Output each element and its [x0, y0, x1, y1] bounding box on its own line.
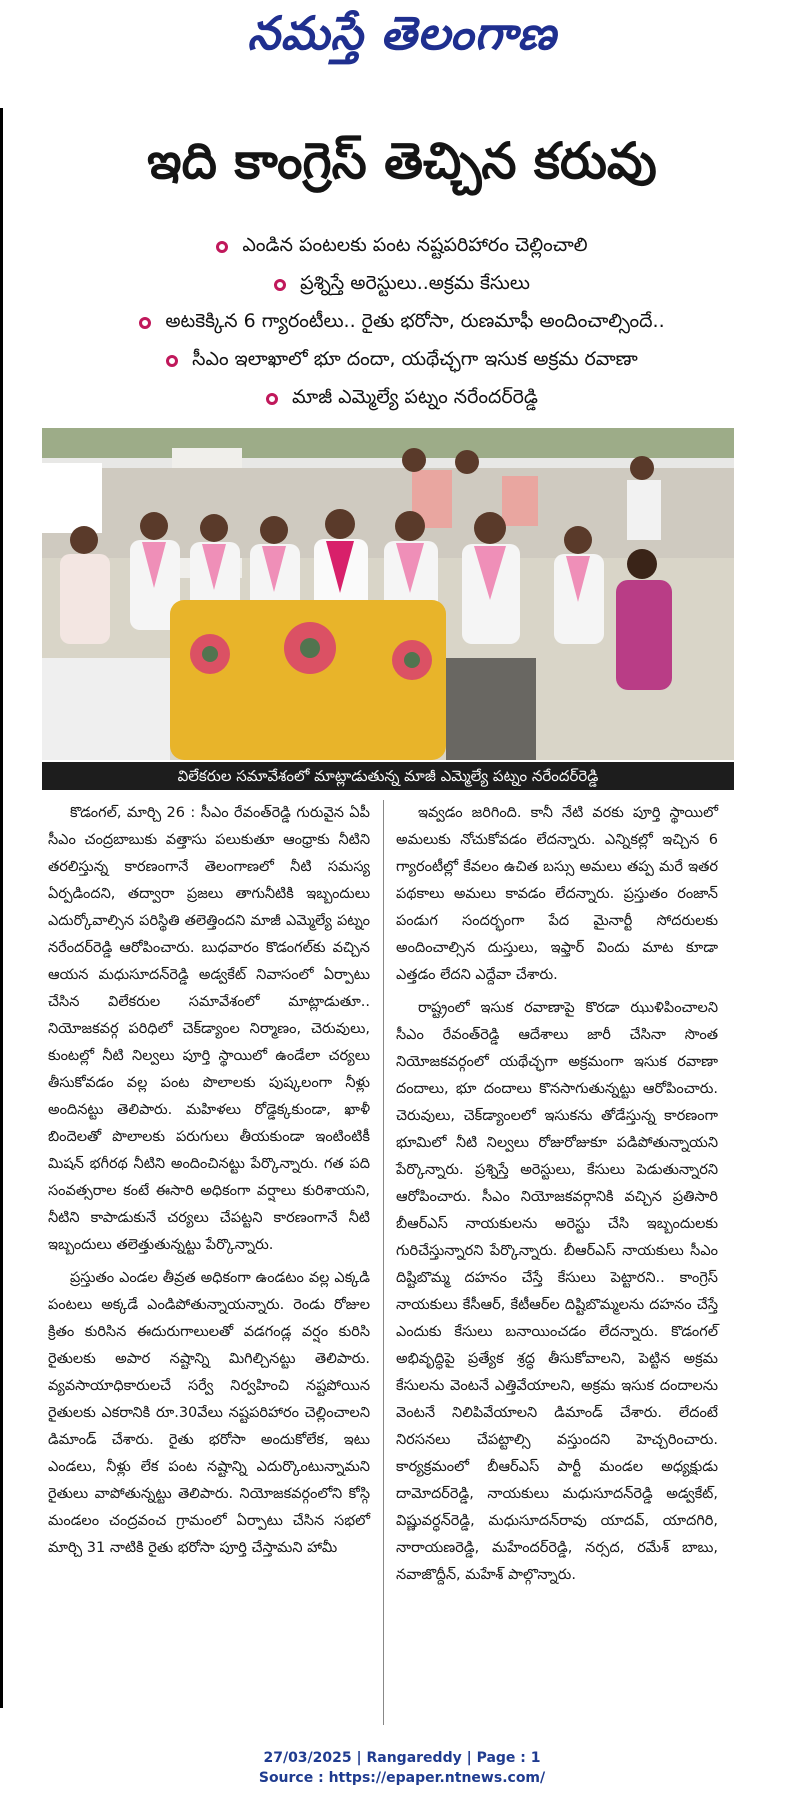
bullet-item: సీఎం ఇలాఖాలో భూ దందా, యథేచ్ఛగా ఇసుక అక్రమ రవాణా [0, 342, 804, 380]
bullet-ring-icon [139, 317, 151, 329]
bullet-ring-icon [266, 393, 278, 405]
page-footer [0, 1748, 804, 1788]
column-divider [383, 800, 384, 1725]
article-column-right [396, 800, 718, 1595]
article-headline [0, 132, 804, 203]
headline-text: ఇది కాంగ్రెస్ తెచ్చిన కరువు [147, 132, 657, 190]
bullet-ring-icon [274, 279, 286, 291]
bullet-ring-icon [216, 241, 228, 253]
subheading-bullets [0, 228, 804, 418]
bullet-item: అటకెక్కిన 6 గ్యారంటీలు.. రైతు భరోసా, రుణమాఫీ అందించాల్సిందే.. [0, 304, 804, 342]
press-meet-photo [42, 428, 734, 760]
article-paragraph: రాష్ట్రంలో ఇసుక రవాణాపై కొరడా ఝుళిపించాలని సీఎం రేవంత్‌రెడ్డి ఆదేశాలు జారీ చేసినా సొంత నియోజకవర్గంలో యథేచ్ఛగా అక్రమంగా ఇసుక రవాణా దందాలు, భూ దందాలు కొనసాగుతున్నట్టు ఆరోపించారు. చెరువులు, చెక్‌డ్యాంలలో ఇసుకను తోడేస్తున్న కారణంగా భూమిలో నీటి నిల్వలు రోజురోజుకూ పడిపోతున్నాయని పేర్కొన్నారు. ప్రశ్నిస్తే అరెస్టులు, కేసులు పెడుతున్నారని ఆరోపించారు. సీఎం నియోజకవర్గానికి వచ్చిన ప్రతిసారి బీఆర్‌ఎస్ నాయకులను అరెస్టు చేసి ఇబ్బందులకు గురిచేస్తున్నారని పేర్కొన్నారు. బీఆర్‌ఎస్ నాయకులు సీఎం దిష్టిబొమ్మ దహనం చేస్తే కేసులు పెట్టారని.. కాంగ్రెస్ నాయకులు కేసీఆర్, కేటీఆర్‌ల దిష్టిబొమ్మలను దహనం చేస్తే ఎందుకు కేసులు బనాయించడం లేదన్నారు. కొడంగల్ అభివృద్ధిపై ప్రత్యేక శ్రద్ధ తీసుకోవాలని, పెట్టిన అక్రమ కేసులను వెంటనే ఎత్తివేయాలని, అక్రమ ఇసుక దందాలను వెంటనే నిలిపివేయాలని డిమాండ్ చేశారు. లేదంటే నిరసనలు చేపట్టాల్సి వస్తుందని హెచ్చరించారు. కార్యక్రమంలో బీఆర్‌ఎస్ పార్టీ మండల అధ్యక్షుడు దామోదర్‌రెడ్డి, నాయకులు మధుసూదన్‌రెడ్డి అడ్వకేట్, విష్ణువర్ధన్‌రెడ్డి, మధుసూదన్‌రావు యాదవ్, యాదగిరి, నారాయణరెడ్డి, మహేందర్‌రెడ్డి, నర్సద, రమేశ్ బాబు, నవాజొద్దీన్, మహేశ్ పాల్గొన్నారు. [396, 1000, 718, 1583]
press-meet-illustration [42, 428, 734, 760]
footer-source-link[interactable]: Source : https://epaper.ntnews.com/ [258, 1770, 546, 1786]
article-column-left [48, 800, 370, 1568]
newspaper-title: నమస్తే తెలంగాణ [247, 6, 557, 60]
masthead [0, 6, 804, 72]
photo-caption: విలేకరుల సమావేశంలో మాట్లాడుతున్న మాజీ ఎమ్మెల్యే పట్నం నరేందర్‌రెడ్డి [42, 762, 734, 790]
bullet-item: ఎండిన పంటలకు పంట నష్టపరిహారం చెల్లించాలి [0, 228, 804, 266]
bullet-item: మాజీ ఎమ్మెల్యే పట్నం నరేందర్‌రెడ్డి [0, 380, 804, 418]
bullet-ring-icon [166, 355, 178, 367]
bullet-item: ప్రశ్నిస్తే అరెస్టులు..అక్రమ కేసులు [0, 266, 804, 304]
article-paragraph: ఇవ్వడం జరిగింది. కానీ నేటి వరకు పూర్తి స్థాయిలో అమలుకు నోచుకోవడం లేదన్నారు. ఎన్నికల్లో ఇచ్చిన 6 గ్యారంటీల్లో కేవలం ఉచిత బస్సు అమలు తప్ప మరే ఇతర పథకాలు అమలు కావడం లేదన్నారు. ప్రస్తుతం రంజాన్ పండుగ సందర్భంగా పేద మైనార్టీ సోదరులకు అందించాల్సిన దుస్తులు, ఇఫ్తార్ విందు మాట కూడా ఎత్తడం లేదని ఎద్దేవా చేశారు. [396, 805, 718, 983]
article-paragraph: కొడంగల్, మార్చి 26 : సీఎం రేవంత్‌రెడ్డి గురువైన ఏపీ సీఎం చంద్రబాబుకు వత్తాసు పలుకుతూ ఆంధ్రాకు నీటిని తరలిస్తున్న కారణంగానే తెలంగాణలో నీటి సమస్య ఏర్పడిందని, తద్వారా ప్రజలు తాగునీటికి ఇబ్బందులు ఎదుర్కోవాల్సిన పరిస్థితి తలెత్తిందని మాజీ ఎమ్మెల్యే పట్నం నరేందర్‌రెడ్డి ఆరోపించారు. బుధవారం కొడంగల్‌కు వచ్చిన ఆయన మధుసూదన్‌రెడ్డి అడ్వకేట్ నివాసంలో ఏర్పాటు చేసిన విలేకరుల సమావేశంలో మాట్లాడుతూ.. నియోజకవర్గ పరిధిలో చెక్‌డ్యాంల నిర్మాణం, చెరువులు, కుంటల్లో నీటి నిల్వలు పూర్తి స్థాయిలో ఉండేలా చర్యలు తీసుకోవడం వల్ల పంట పొలాలకు పుష్కలంగా నీళ్లు అందినట్టు తెలిపారు. మహిళలు రోడ్డెక్కకుండా, ఖాళీ బిందెలతో పొలాలకు పరుగులు తీయకుండా ఇంటింటికీ మిషన్ భగీరథ నీటిని అందించినట్టు పేర్కొన్నారు. గత పది సంవత్సరాల కంటే ఈసారి అధికంగా వర్షాలు కురిశాయని, నీటిని కాపాడుకునే చర్యలు చేపట్టని కారణంగానే నీటి ఇబ్బందులు తలెత్తుతున్నట్టు పేర్కొన్నారు. [48, 805, 370, 1253]
article-paragraph: ప్రస్తుతం ఎండల తీవ్రత అధికంగా ఉండటం వల్ల ఎక్కడి పంటలు అక్కడే ఎండిపోతున్నాయన్నారు. రెండు రోజుల క్రితం కురిసిన ఈదురుగాలులతో వడగండ్ల వర్షం కురిసి రైతులకు అపార నష్టాన్ని మిగిల్చినట్టు తెలిపారు. వ్యవసాయాధికారులచే సర్వే నిర్వహించి నష్టపోయిన రైతులకు ఎకరానికి రూ.30వేలు నష్టపరిహారం చెల్లించాలని డిమాండ్ చేశారు. రైతు భరోసా అందుకోలేక, ఇటు ఎండలు, నీళ్లు లేక పంట నష్టాన్ని ఎదుర్కొంటున్నామని రైతులు వాపోతున్నట్టు తెలిపారు. నియోజకవర్గంలోని కోస్గి మండలం చంద్రవంచ గ్రామంలో ఏర్పాటు చేసిన సభలో మార్చి 31 నాటికి రైతు భరోసా పూర్తి చేస్తామని హామీ [48, 1270, 370, 1556]
footer-edition-line: 27/03/2025 | Rangareddy | Page : 1 [263, 1750, 541, 1766]
